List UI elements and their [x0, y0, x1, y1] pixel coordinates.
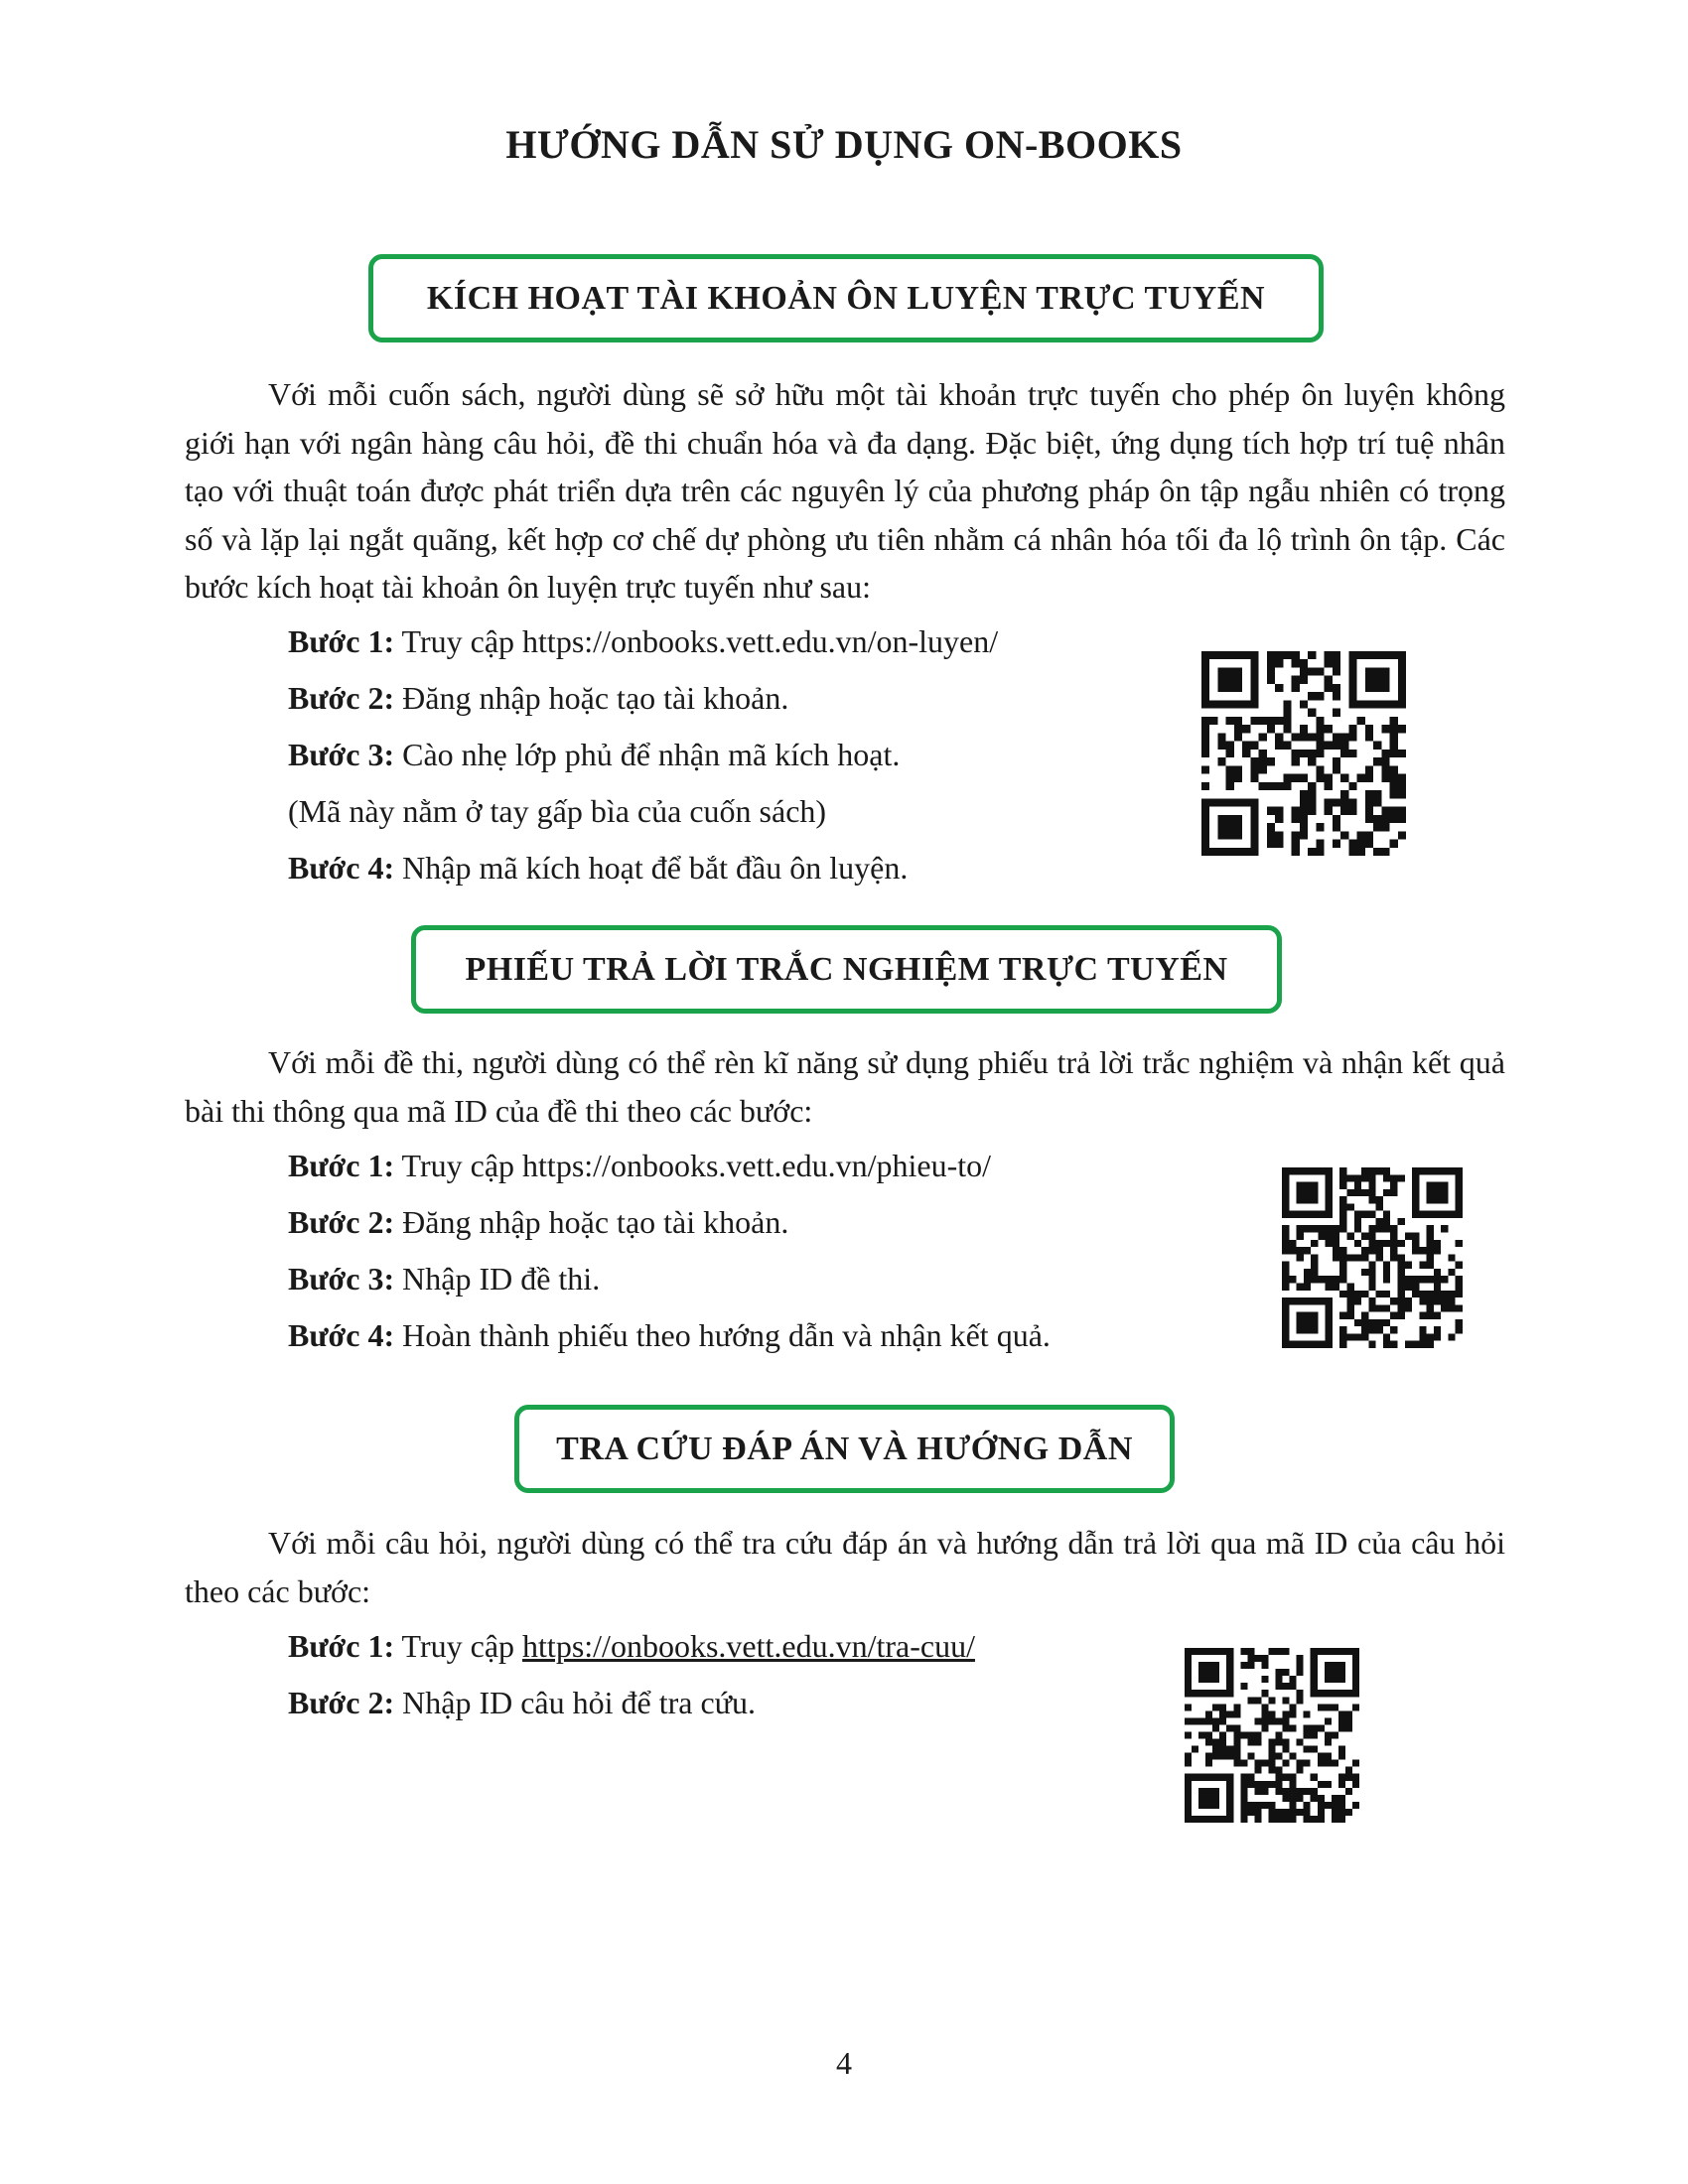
step-label: Bước 1: [288, 1148, 395, 1183]
qr-code-icon [1201, 651, 1406, 856]
section-heading-text: TRA CỨU ĐÁP ÁN VÀ HƯỚNG DẪN [556, 1430, 1133, 1467]
section-heading-activate-account [368, 254, 1324, 342]
step-item [288, 614, 998, 670]
section-heading-text: PHIẾU TRẢ LỜI TRẮC NGHIỆM TRỰC TUYẾN [465, 950, 1228, 988]
step-item [288, 1307, 1051, 1364]
step-item [288, 1194, 1051, 1251]
step-label: Bước 4: [288, 850, 395, 886]
section-heading-answer-sheet [411, 925, 1282, 1014]
step-item [288, 727, 998, 783]
page-number: 4 [836, 2045, 852, 2081]
step-item [288, 1675, 975, 1731]
step-label: Bước 1: [288, 1628, 395, 1664]
step-item [288, 1618, 975, 1675]
section-paragraph: Với mỗi câu hỏi, người dùng có thể tra cứu đáp án và hướng dẫn trả lời qua mã ID của câu hỏi theo các bước: [185, 1525, 1505, 1609]
step-label: Bước 2: [288, 1685, 395, 1720]
step-text: Đăng nhập hoặc tạo tài khoản. [394, 1204, 789, 1240]
step-text: Đăng nhập hoặc tạo tài khoản. [394, 680, 789, 716]
step-text: Hoàn thành phiếu theo hướng dẫn và nhận kết quả. [394, 1317, 1051, 1353]
step-item [288, 840, 998, 896]
page-title: HƯỚNG DẪN SỬ DỤNG ON-BOOKS [505, 122, 1183, 167]
step-label: Bước 2: [288, 680, 395, 716]
step-label: Bước 3: [288, 737, 395, 772]
section-heading-text: KÍCH HOẠT TÀI KHOẢN ÔN LUYỆN TRỰC TUYẾN [426, 279, 1266, 317]
step-item [288, 1138, 1051, 1194]
steps-list [288, 1138, 1051, 1364]
steps-list [288, 1618, 975, 1731]
step-item [288, 670, 998, 727]
section-paragraph: Với mỗi đề thi, người dùng có thể rèn kĩ năng sử dụng phiếu trả lời trắc nghiệm và nhận kết quả bài thi thông qua mã ID của đề thi theo các bước: [185, 1044, 1505, 1129]
step-text: Nhập ID câu hỏi để tra cứu. [394, 1685, 756, 1720]
step-text: Truy cập [394, 1628, 523, 1664]
step-label: Bước 4: [288, 1317, 395, 1353]
step-text: Truy cập https://onbooks.vett.edu.vn/phieu-to/ [394, 1148, 991, 1183]
steps-list [288, 614, 998, 896]
section-heading-lookup-answers [514, 1405, 1175, 1493]
step-label: Bước 3: [288, 1261, 395, 1297]
qr-code-icon [1282, 1167, 1463, 1348]
section-paragraph: Với mỗi cuốn sách, người dùng sẽ sở hữu một tài khoản trực tuyến cho phép ôn luyện không giới hạn với ngân hàng câu hỏi, đề thi chuẩn hóa và đa dạng. Đặc biệt, ứng dụng tích hợp trí tuệ nhân tạo với thuật toán được phát triển dựa trên các nguyên lý của phương pháp ôn tập ngẫu nhiên có trọng số và lặp lại ngắt quãng, kết hợp cơ chế dự phòng ưu tiên nhằm cá nhân hóa tối đa lộ trình ôn tập. Các bước kích hoạt tài khoản ôn luyện trực tuyến như sau: [185, 376, 1505, 605]
step-text: (Mã này nằm ở tay gấp bìa của cuốn sách) [288, 793, 827, 829]
step-text: Nhập mã kích hoạt để bắt đầu ôn luyện. [394, 850, 909, 886]
step-label: Bước 1: [288, 623, 395, 659]
step-note [288, 783, 998, 840]
lookup-url-link[interactable]: https://onbooks.vett.edu.vn/tra-cuu/ [522, 1628, 975, 1664]
step-item [288, 1251, 1051, 1307]
step-label: Bước 2: [288, 1204, 395, 1240]
step-text: Cào nhẹ lớp phủ để nhận mã kích hoạt. [394, 737, 901, 772]
step-text: Nhập ID đề thi. [394, 1261, 601, 1297]
qr-code-icon [1185, 1648, 1359, 1823]
step-text: Truy cập https://onbooks.vett.edu.vn/on-luyen/ [394, 623, 999, 659]
